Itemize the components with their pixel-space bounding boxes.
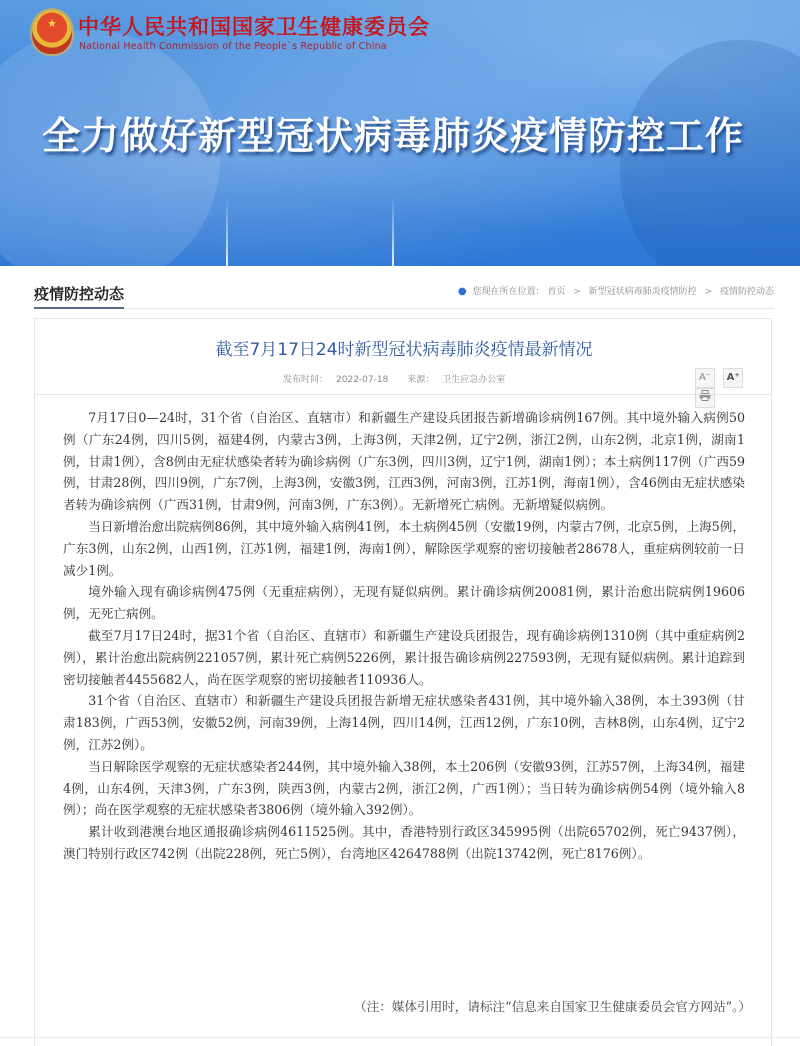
publish-time-value: 2022-07-18 (336, 375, 389, 385)
paragraph-asymptomatic-new: 31个省（自治区、直辖市）和新疆生产建设兵团报告新增无症状感染者431例，其中境外输入38例，本土393例（甘肃183例，广西53例，安徽52例，河南39例，上海14例，四川14例，江西12例，广东10例，吉林8例，山东4例，辽宁2例，江苏2例）。 (63, 693, 745, 752)
paragraph-recoveries: 当日新增治愈出院病例86例，其中境外输入病例41例，本土病例45例（安徽19例，内蒙古7例，北京5例，上海5例，广东3例，山东2例，山西1例，江苏1例，福建1例，海南1例），解除医学观察的密切接触者28678人，重症病例较前一日减少1例。 (63, 518, 745, 578)
source-value: 卫生应急办公室 (442, 375, 506, 385)
breadcrumb-current[interactable]: 疫情防控动态 (719, 287, 774, 297)
source (407, 375, 513, 385)
article-title: 截至7月17日24时新型冠状病毒肺炎疫情最新情况 (215, 340, 593, 360)
font-smaller-button[interactable]: A⁻ (695, 368, 715, 388)
paragraph-asymptomatic-released: 当日解除医学观察的无症状感染者244例，其中境外输入38例，本土206例（安徽93例，江苏57例，上海34例，福建4例，山东4例，天津3例，广东3例，陕西3例，内蒙古2例，浙江2例，广西1例）；当日转为确诊病例54例（境外输入8例）；尚在医学观察的无症状感染者3806例（境外输入392例）。 (63, 758, 745, 818)
org-name-cn[interactable]: 中华人民共和国国家卫生健康委员会 (78, 15, 430, 39)
divider (35, 394, 771, 395)
ecg-line-decoration (392, 196, 394, 266)
article-meta (283, 372, 521, 385)
source-label: 来源： (407, 375, 435, 385)
publish-time-label: 发布时间： (283, 375, 329, 385)
section-title: 疫情防控动态 (34, 283, 124, 309)
publish-time (283, 375, 396, 385)
breadcrumb-home[interactable]: 首页 (547, 287, 566, 297)
article-tools (692, 368, 771, 408)
breadcrumb (458, 284, 774, 297)
ecg-line-decoration (226, 196, 228, 266)
org-name-en: National Health Commission of the People`s Republic of China (79, 41, 387, 52)
paragraph-imported: 境外输入现有确诊病例475例（无重症病例），无现有疑似病例。累计确诊病例20081例，累计治愈出院病例19606例，无死亡病例。 (63, 584, 745, 622)
paragraph-cumulative: 截至7月17日24时，据31个省（自治区、直辖市）和新疆生产建设兵团报告，现有确诊病例1310例（其中重症病例2例），累计治愈出院病例221057例，累计死亡病例5226例，累计报告确诊病例227593例，无现有疑似病例。累计追踪到密切接触者4455682人，尚在医学观察的密切接触者110936人。 (63, 627, 745, 687)
banner-title: 全力做好新型冠状病毒肺炎疫情防控工作 (42, 114, 745, 158)
font-larger-button[interactable]: A⁺ (723, 368, 743, 388)
footer-divider (0, 1037, 800, 1038)
print-button[interactable] (695, 388, 715, 408)
article-container (34, 318, 772, 1046)
print-icon (699, 390, 711, 401)
section-header (34, 278, 774, 309)
article-body (63, 407, 745, 865)
breadcrumb-covid-prevention[interactable]: 新型冠状病毒肺炎疫情防控 (588, 287, 697, 297)
emblem-star-icon: ★ (47, 17, 57, 30)
location-pin-icon: ● (457, 286, 467, 297)
breadcrumb-separator: > (573, 287, 581, 297)
paragraph-new-cases: 7月17日0—24时，31个省（自治区、直辖市）和新疆生产建设兵团报告新增确诊病例167例。其中境外输入病例50例（广东24例，四川5例，福建4例，内蒙古3例，上海3例，天津2例，辽宁2例，浙江2例，山东2例，北京1例，湖南1例，甘肃1例），含8例由无症状感染者转为确诊病例（广东3例，四川3例，辽宁1例，湖南1例）；本土病例117例（广西59例，甘肃28例，四川9例，广东7例，上海3例，安徽3例，江西3例，河南3例，江苏1例，海南1例），含46例由无症状感染者转为确诊病例（广西31例，甘肃9例，河南3例，广东3例）。无新增死亡病例。无新增疑似病例。 (63, 410, 745, 513)
paragraph-hk-macao-taiwan: 累计收到港澳台地区通报确诊病例4611525例。其中，香港特别行政区345995例（出院65702例，死亡9437例），澳门特别行政区742例（出院228例，死亡5例），台湾地区4264788例（出院13742例，死亡8176例）。 (63, 824, 745, 861)
breadcrumb-prefix: 您现在所在位置： (472, 287, 545, 297)
site-banner (0, 0, 800, 266)
citation-note: （注：媒体引用时，请标注“信息来自国家卫生健康委员会官方网站”。） (354, 999, 751, 1014)
breadcrumb-separator: > (704, 287, 713, 297)
